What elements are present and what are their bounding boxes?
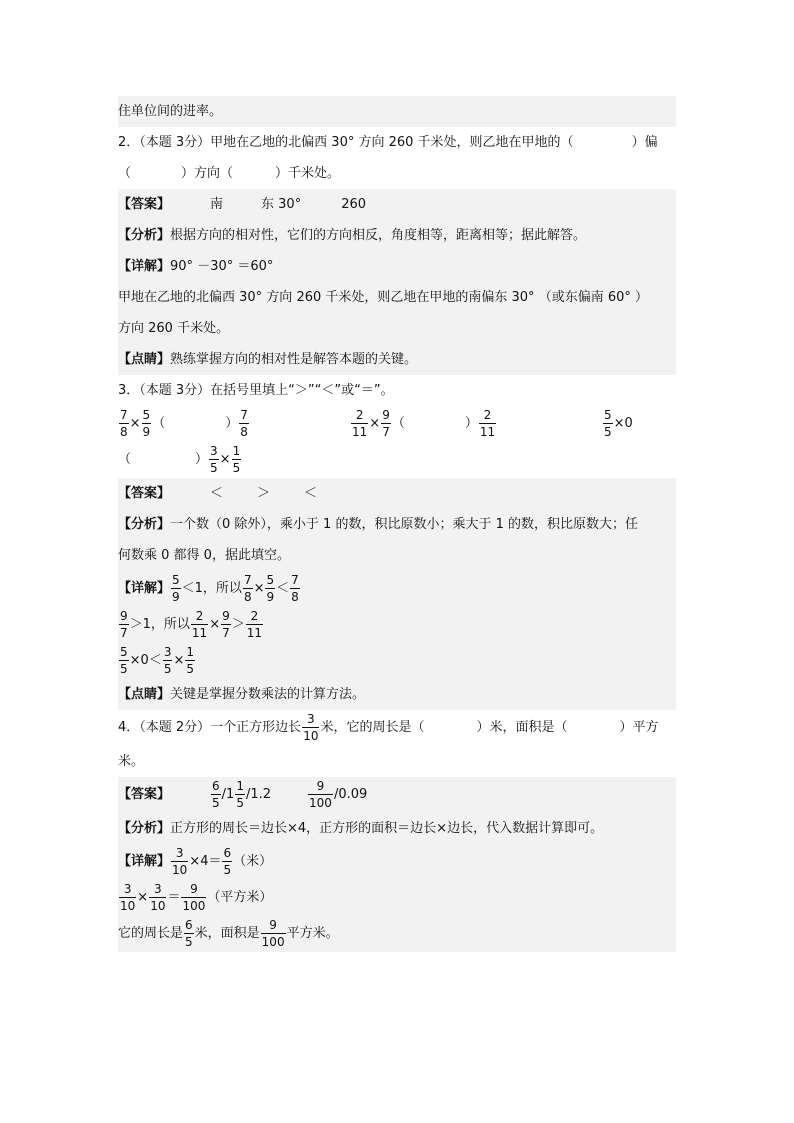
q3-answer-label: 【答案】 xyxy=(118,486,171,501)
q3-detail-2 xyxy=(118,607,676,643)
q3-analysis-text-2: 何数乘 0 都得 0，据此填空。 xyxy=(118,548,290,563)
fraction xyxy=(221,610,231,639)
times-sign: × xyxy=(253,581,265,596)
blank-open: （ xyxy=(391,416,405,431)
text: 9 xyxy=(172,590,180,604)
fraction xyxy=(239,409,249,438)
q4-stem-b: 米，它的周长是（ xyxy=(320,720,425,735)
text: 9 xyxy=(261,919,286,934)
q3-title: 3．（本题 3分）在括号里填上“＞”“＜”或“＝”。 xyxy=(118,383,394,398)
text: 2 xyxy=(246,610,263,625)
blank-close: ） xyxy=(464,416,478,431)
text: 3 xyxy=(171,847,188,862)
text: 9 xyxy=(266,590,275,604)
fraction xyxy=(119,610,129,639)
q3-expr-3a xyxy=(602,406,633,442)
text: 5 xyxy=(232,461,241,475)
q4-stem-e: 米。 xyxy=(118,754,145,769)
text: 1 xyxy=(186,645,195,659)
times-sign: × xyxy=(613,416,625,431)
fraction xyxy=(235,780,245,809)
less-than: ＜ xyxy=(276,581,290,596)
text: 7 xyxy=(240,408,248,422)
text: 5 xyxy=(185,935,193,949)
q3-detail-3 xyxy=(118,643,676,679)
q2-answer-1: 南 xyxy=(210,197,224,212)
q2-detail-1: 90° －30° ＝60° xyxy=(170,259,274,274)
q4-detail-label: 【详解】 xyxy=(118,854,171,869)
q4-detail-2 xyxy=(118,880,676,916)
q2-analysis xyxy=(118,220,676,251)
text: 6 xyxy=(223,846,232,860)
text: 11 xyxy=(191,626,208,640)
q2-tip xyxy=(118,344,676,375)
fraction xyxy=(119,883,136,912)
equals-sign: ＝ xyxy=(167,890,181,905)
times-sign: × xyxy=(209,617,221,632)
q3-exercise-row1 xyxy=(118,406,676,442)
fraction xyxy=(171,847,188,876)
unit-square-meter: （平方米） xyxy=(207,890,273,905)
q3-analysis-text: 一个数（0 除外），乘小于 1 的数，积比原数小；乘大于 1 的数，积比原数大；任 xyxy=(170,517,638,532)
zero: 0 xyxy=(624,416,633,431)
q2-answer-3: 260 xyxy=(341,197,367,212)
unit-meter: （米） xyxy=(233,854,273,869)
fraction xyxy=(185,646,195,675)
q4-conclusion-b: 米，面积是 xyxy=(194,926,260,941)
q3-stem xyxy=(118,375,676,406)
fraction xyxy=(191,610,208,639)
text: 10 xyxy=(150,899,166,913)
text: 11 xyxy=(479,425,496,439)
q2-detail-line2 xyxy=(118,282,676,313)
times-sign: × xyxy=(129,653,141,668)
whole-one: 1 xyxy=(226,787,235,802)
blank-close: ） xyxy=(225,416,239,431)
text: 10 xyxy=(172,863,188,877)
fraction xyxy=(479,409,496,438)
q4-stem-line1 xyxy=(118,710,676,746)
text: 5 xyxy=(142,408,151,422)
text: 9 xyxy=(308,780,333,795)
q4-analysis-label: 【分析】 xyxy=(118,821,171,836)
text: 3 xyxy=(302,713,319,728)
q2-detail xyxy=(118,251,676,282)
fraction xyxy=(351,409,368,438)
text: 8 xyxy=(291,590,299,604)
q3-tip-text: 关键是掌握分数乘法的计算方法。 xyxy=(170,687,366,702)
q3-analysis-label: 【分析】 xyxy=(118,517,171,532)
q4-stem-line2 xyxy=(118,746,676,777)
fraction xyxy=(171,574,181,603)
q2-answer-2: 东 30° xyxy=(261,197,302,212)
text: 5 xyxy=(120,645,128,659)
fraction xyxy=(211,780,221,809)
q4-conclusion-c: 平方米。 xyxy=(286,926,339,941)
text: 5 xyxy=(236,796,244,810)
fraction xyxy=(119,646,129,675)
fraction xyxy=(261,919,286,948)
text: 9 xyxy=(142,425,151,439)
text: 8 xyxy=(120,425,128,439)
continuation-text: 住单位间的进率。 xyxy=(118,104,223,119)
q2-stem-end: ）千米处。 xyxy=(275,166,341,181)
text: 1 xyxy=(236,779,244,793)
q4-detail-1 xyxy=(118,844,676,880)
q2-stem-a: 2．（本题 3分）甲地在乙地的北偏西 30° 方向 260 千米处，则乙地在甲地的（ xyxy=(118,135,574,150)
q2-analysis-text: 根据方向的相对性，它们的方向相反，角度相等，距离相等；据此解答。 xyxy=(170,228,587,243)
gt-one-so: ＞1，所以 xyxy=(129,617,190,632)
fraction xyxy=(184,919,194,948)
text: 9 xyxy=(120,609,128,623)
q3-answer-1: ＜ xyxy=(210,486,224,501)
text: 5 xyxy=(604,408,612,422)
text: 2 xyxy=(351,409,368,424)
q4-stem-c: ）米，面积是（ xyxy=(476,720,568,735)
text: 3 xyxy=(119,883,136,898)
text: 10 xyxy=(303,729,319,743)
q2-stem-line2 xyxy=(118,158,676,189)
fraction xyxy=(142,409,152,438)
text: 5 xyxy=(266,573,275,587)
text: 5 xyxy=(604,425,612,439)
fraction xyxy=(302,713,319,742)
q2-blank-open: （ xyxy=(118,166,132,181)
zero: 0 xyxy=(140,653,149,668)
text: 100 xyxy=(182,899,206,913)
times-four-equals: ×4＝ xyxy=(189,854,222,869)
text: 2 xyxy=(479,409,496,424)
q4-answer-label: 【答案】 xyxy=(118,787,171,802)
q2-stem-line1 xyxy=(118,127,676,158)
q2-answer-label: 【答案】 xyxy=(118,197,171,212)
text: 6 xyxy=(212,779,220,793)
text: 6 xyxy=(185,918,193,932)
q2-detail-3: 方向 260 千米处。 xyxy=(118,321,230,336)
text: 7 xyxy=(222,626,230,640)
times-sign: × xyxy=(369,416,381,431)
fraction xyxy=(209,445,219,474)
fraction xyxy=(308,780,333,809)
q3-analysis-line2 xyxy=(118,540,676,571)
text: 5 xyxy=(210,461,218,475)
q3-detail-label: 【详解】 xyxy=(118,581,171,596)
q4-stem-a: 4．（本题 2分）一个正方形边长 xyxy=(118,720,302,735)
text: 5 xyxy=(163,662,172,676)
blank-open: （ xyxy=(118,452,132,467)
q3-answer xyxy=(118,478,676,509)
text: 7 xyxy=(243,573,252,587)
q4-answer-decimal-2: /0.09 xyxy=(333,787,368,802)
q3-answer-2: ＞ xyxy=(257,486,271,501)
text: 3 xyxy=(210,444,218,458)
slash: / xyxy=(221,787,227,802)
fraction xyxy=(181,883,206,912)
times-sign: × xyxy=(219,452,231,467)
q3-answer-3: ＜ xyxy=(304,486,318,501)
fraction xyxy=(149,883,166,912)
text: 3 xyxy=(163,645,172,659)
fraction xyxy=(232,445,242,474)
text: 5 xyxy=(212,796,220,810)
text: 9 xyxy=(181,883,206,898)
q2-stem-b: ）偏 xyxy=(631,135,658,150)
fraction xyxy=(222,847,232,876)
text: 2 xyxy=(191,610,208,625)
text: 5 xyxy=(223,863,232,877)
lt-one-so: ＜1，所以 xyxy=(181,581,242,596)
q2-detail-2: 甲地在乙地的北偏西 30° 方向 260 千米处，则乙地在甲地的南偏东 30° （或东偏南 60° ） xyxy=(118,290,648,305)
times-sign: × xyxy=(173,653,185,668)
fraction xyxy=(163,646,173,675)
text: 7 xyxy=(120,626,128,640)
fraction xyxy=(119,409,129,438)
q2-stem-mid: ）方向（ xyxy=(181,166,234,181)
text: 10 xyxy=(120,899,136,913)
times-sign: × xyxy=(137,890,149,905)
q2-tip-label: 【点睛】 xyxy=(118,352,171,367)
document-page xyxy=(118,96,676,952)
q3-detail-1 xyxy=(118,571,676,607)
text: 7 xyxy=(120,408,128,422)
text: 11 xyxy=(352,425,368,439)
text: 8 xyxy=(243,590,252,604)
text: 9 xyxy=(382,408,390,422)
text: 5 xyxy=(186,662,195,676)
q2-detail-label: 【详解】 xyxy=(118,259,171,274)
q4-analysis xyxy=(118,813,676,844)
fraction xyxy=(290,574,300,603)
blank-open: （ xyxy=(152,416,166,431)
q4-answer xyxy=(118,777,676,813)
fraction xyxy=(603,409,613,438)
fraction xyxy=(265,574,275,603)
q4-analysis-text: 正方形的周长＝边长×4，正方形的面积＝边长×边长，代入数据计算即可。 xyxy=(170,821,604,836)
q3-expr-2 xyxy=(350,406,497,442)
q4-answer-decimal-1: /1.2 xyxy=(245,787,272,802)
times-sign: × xyxy=(129,416,141,431)
fraction xyxy=(246,610,263,639)
text: 100 xyxy=(309,796,332,810)
q2-detail-line3 xyxy=(118,313,676,344)
text: 1 xyxy=(232,444,241,458)
greater-than: ＞ xyxy=(231,617,245,632)
q4-detail-3 xyxy=(118,916,676,952)
q2-analysis-label: 【分析】 xyxy=(118,228,171,243)
q2-tip-text: 熟练掌握方向的相对性是解答本题的关键。 xyxy=(170,352,418,367)
q2-solution-block xyxy=(118,189,676,375)
q3-tip xyxy=(118,679,676,710)
blank-close: ） xyxy=(195,452,209,467)
text: 7 xyxy=(291,573,299,587)
text: 5 xyxy=(172,573,180,587)
text: 8 xyxy=(240,425,248,439)
q3-solution-block xyxy=(118,478,676,710)
q4-stem-d: ）平方 xyxy=(619,720,659,735)
q3-analysis xyxy=(118,509,676,540)
fraction xyxy=(243,574,253,603)
text: 3 xyxy=(149,883,166,898)
text: 9 xyxy=(222,609,230,623)
text: 100 xyxy=(261,935,285,949)
q2-answer xyxy=(118,189,676,220)
q3-tip-label: 【点睛】 xyxy=(118,687,171,702)
text: 11 xyxy=(246,626,263,640)
q3-exercise-row2 xyxy=(118,442,676,478)
q3-expr-1 xyxy=(118,406,250,442)
continuation-line xyxy=(118,96,676,127)
text: 5 xyxy=(120,662,128,676)
text: 7 xyxy=(382,425,390,439)
fraction xyxy=(381,409,391,438)
q4-solution-block xyxy=(118,777,676,952)
less-than: ＜ xyxy=(148,653,162,668)
q4-conclusion-a: 它的周长是 xyxy=(118,926,184,941)
